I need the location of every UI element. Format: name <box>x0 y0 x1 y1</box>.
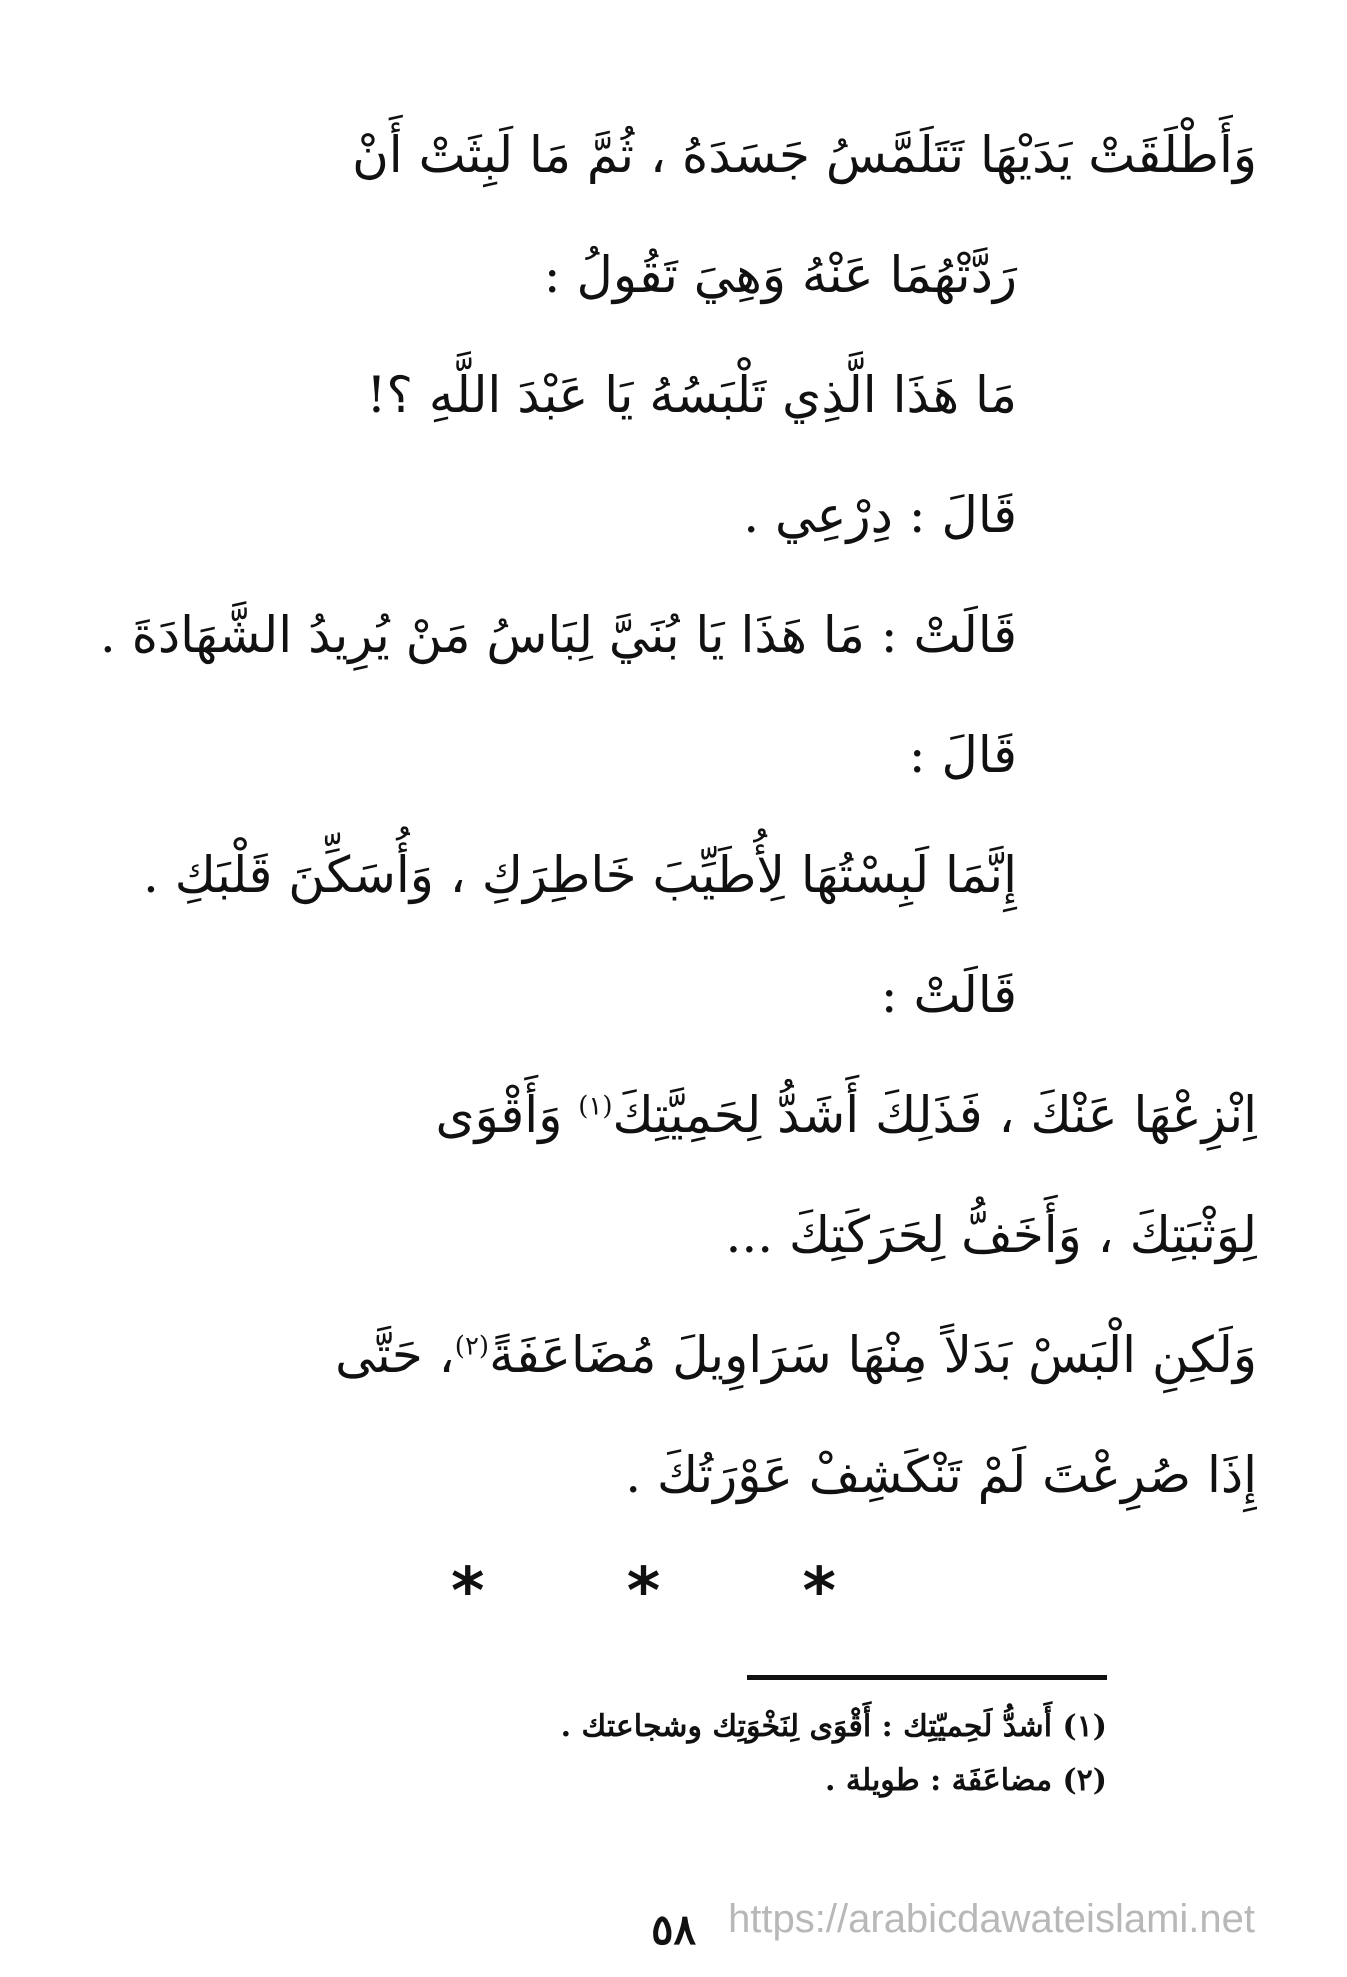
body-line-12: إِذَا صُرِعْتَ لَمْ تَنْكَشِفْ عَوْرَتُكَ . <box>625 1446 1257 1504</box>
body-line-9 <box>90 1055 1257 1175</box>
body-line-11 <box>90 1295 1257 1415</box>
footnote-mark-2: (٢) <box>454 1331 490 1362</box>
body-line-11-end: ، حَتَّى <box>335 1326 455 1384</box>
footnote-2: (٢) مضاعَفَة : طويلة . <box>825 1763 1107 1798</box>
body-line-6: قَالَ : <box>908 726 1017 784</box>
body-line-5: قَالَتْ : مَا هَذَا يَا بُنَيَّ لِبَاسُ مَنْ يُرِيدُ الشَّهَادَةَ . <box>99 606 1017 664</box>
body-line-2: رَدَّتْهُمَا عَنْهُ وَهِيَ تَقُولُ : <box>543 246 1017 304</box>
body-text <box>90 95 1257 1535</box>
body-line-3: مَا هَذَا الَّذِي تَلْبَسُهُ يَا عَبْدَ اللَّهِ ؟! <box>366 366 1017 424</box>
footnote-mark-1: (١) <box>578 1091 613 1122</box>
watermark-url: https://arabicdawateislami.net <box>728 1897 1255 1941</box>
body-line-1: وَأَطْلَقَتْ يَدَيْهَا تَتَلَمَّسُ جَسَدَهُ ، ثُمَّ مَا لَبِثَتْ أَنْ <box>352 126 1257 184</box>
body-line-8: قَالَتْ : <box>880 966 1017 1024</box>
page-number: ٥٨ <box>650 1905 697 1954</box>
section-separator-stars: * * * <box>451 1555 896 1629</box>
footnote-1: (١) أَشدُّ لَحِميّتِك : أَقْوَى لِنَخْوَتِك وشجاعتك . <box>560 1709 1107 1744</box>
footnotes <box>207 1700 1107 1808</box>
body-line-7: إِنَّمَا لَبِسْتُهَا لِأُطَيِّبَ خَاطِرَكِ ، وَأُسَكِّنَ قَلْبَكِ . <box>142 846 1017 904</box>
body-line-9-end: وَأَقْوَى <box>435 1086 579 1144</box>
body-line-10: لِوَثْبَتِكَ ، وَأَخَفُّ لِحَرَكَتِكَ ... <box>725 1206 1257 1264</box>
body-line-4: قَالَ : دِرْعِي . <box>743 486 1017 544</box>
body-line-9-start: اِنْزِعْهَا عَنْكَ ، فَذَلِكَ أَشَدُّ لِحَمِيَّتِكَ <box>612 1086 1257 1144</box>
footnote-divider <box>747 1675 1107 1680</box>
body-line-11-start: وَلَكِنِ الْبَسْ بَدَلاً مِنْهَا سَرَاوِيلَ مُضَاعَفَةً <box>489 1326 1257 1384</box>
